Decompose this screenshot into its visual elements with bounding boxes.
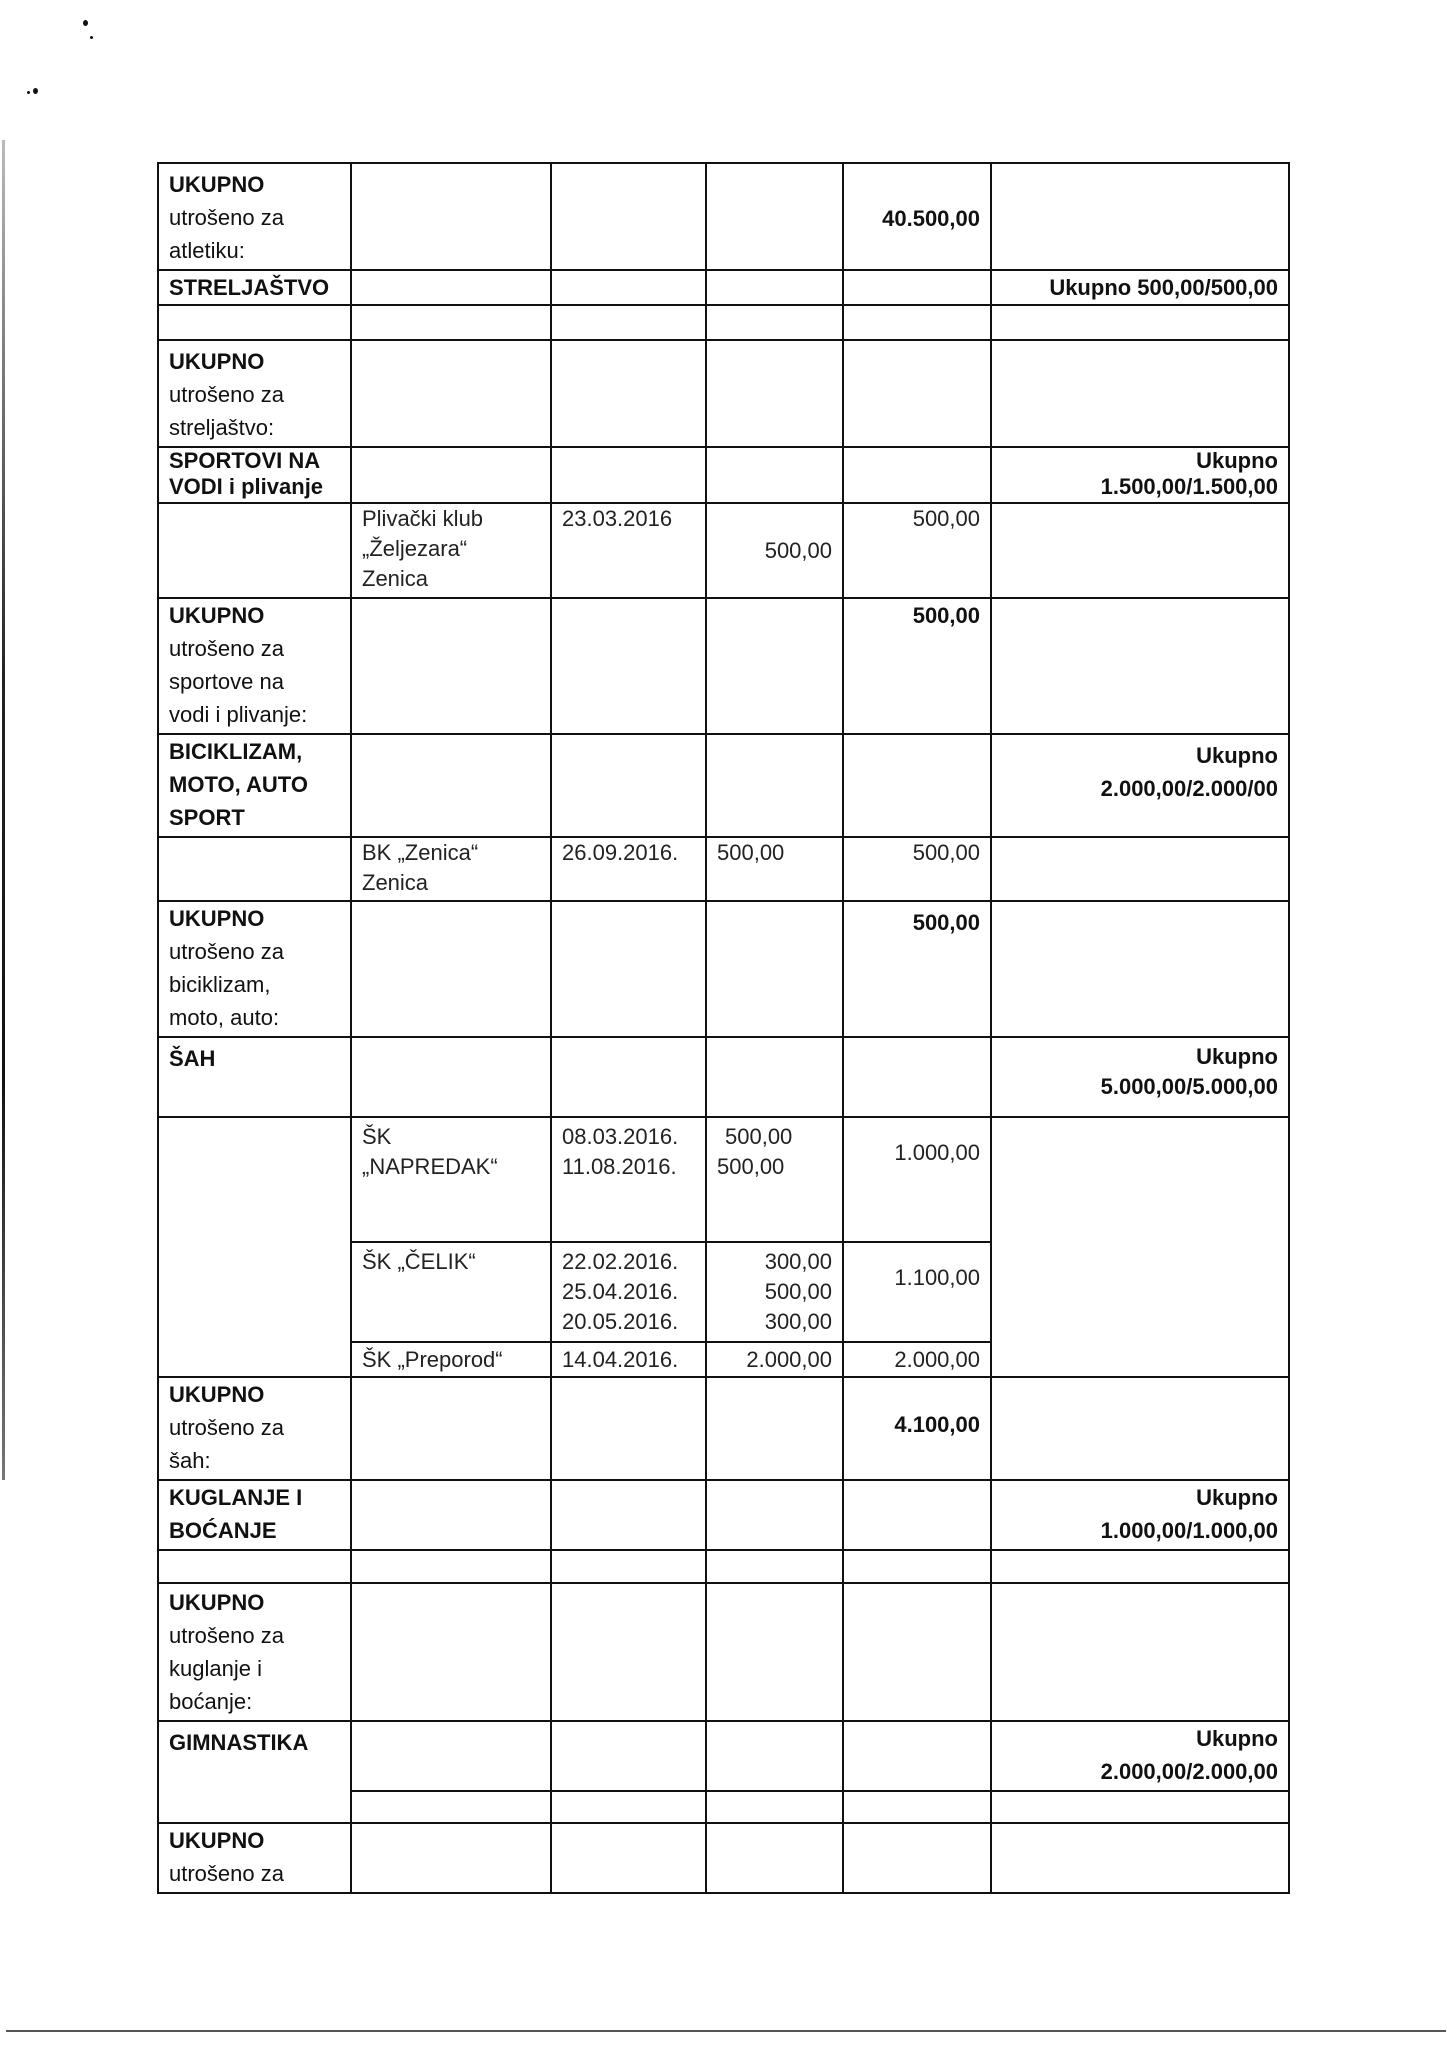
payment-amount: 2.000,00 <box>706 1342 843 1377</box>
club-subtotal: 1.000,00 <box>843 1117 991 1242</box>
table-row-vodi-header <box>158 447 1289 503</box>
empty-cell <box>351 1480 551 1550</box>
club-subtotal: 500,00 <box>843 503 991 598</box>
vodi-total-label: UKUPNO utrošeno za sportove na vodi i plivanje: <box>158 598 351 734</box>
empty-cell <box>991 1377 1289 1480</box>
gimnastika-budget: Ukupno 2.000,00/2.000,00 <box>991 1721 1289 1791</box>
empty-cell <box>843 1583 991 1721</box>
sah-total-amount: 4.100,00 <box>843 1377 991 1480</box>
table-row-kuglanje-total <box>158 1583 1289 1721</box>
empty-cell <box>551 340 706 447</box>
scan-edge-artifact <box>2 140 5 1480</box>
payment-date: 14.04.2016. <box>551 1342 706 1377</box>
empty-cell <box>843 305 991 340</box>
table-row-empty <box>158 1550 1289 1583</box>
biciklizam-total-amount: 500,00 <box>843 901 991 1037</box>
empty-cell <box>843 1037 991 1117</box>
table-row-biciklizam-header <box>158 734 1289 837</box>
streljastvo-budget: Ukupno 500,00/500,00 <box>991 270 1289 305</box>
empty-cell <box>843 1721 991 1791</box>
empty-cell <box>991 1550 1289 1583</box>
empty-cell <box>351 598 551 734</box>
empty-cell <box>351 340 551 447</box>
empty-cell <box>991 163 1289 270</box>
empty-cell <box>706 1480 843 1550</box>
empty-cell <box>351 1377 551 1480</box>
club-name: ŠK „Preporod“ <box>351 1342 551 1377</box>
empty-cell <box>843 1823 991 1893</box>
empty-cell <box>706 598 843 734</box>
empty-cell <box>706 270 843 305</box>
empty-cell <box>351 901 551 1037</box>
empty-cell <box>706 1037 843 1117</box>
sah-total-label: UKUPNO utrošeno za šah: <box>158 1377 351 1480</box>
empty-cell <box>991 837 1289 901</box>
empty-cell <box>351 1583 551 1721</box>
club-subtotal: 1.100,00 <box>843 1242 991 1342</box>
streljastvo-total-label: UKUPNO utrošeno za streljaštvo: <box>158 340 351 447</box>
table-row-streljastvo-header <box>158 270 1289 305</box>
atletika-total-label: UKUPNO utrošeno za atletiku: <box>158 163 351 270</box>
empty-cell <box>843 734 991 837</box>
table-row-gimnastika-total <box>158 1823 1289 1893</box>
table-row-gimnastika-header <box>158 1721 1289 1791</box>
table-row-kuglanje-header <box>158 1480 1289 1550</box>
empty-cell <box>843 270 991 305</box>
empty-cell <box>351 447 551 503</box>
empty-cell <box>991 598 1289 734</box>
club-name: Plivački klub „Željezara“ Zenica <box>351 503 551 598</box>
empty-cell <box>351 163 551 270</box>
empty-cell <box>991 901 1289 1037</box>
table-row-streljastvo-total <box>158 340 1289 447</box>
empty-cell <box>706 1550 843 1583</box>
biciklizam-title: BICIKLIZAM, MOTO, AUTO SPORT <box>158 734 351 837</box>
empty-cell <box>706 734 843 837</box>
empty-cell <box>706 1583 843 1721</box>
empty-cell <box>991 340 1289 447</box>
atletika-total-amount: 40.500,00 <box>843 163 991 270</box>
empty-cell <box>991 1117 1289 1377</box>
payment-date: 23.03.2016 <box>551 503 706 598</box>
empty-cell <box>706 1721 843 1791</box>
sah-budget: Ukupno 5.000,00/5.000,00 <box>991 1037 1289 1117</box>
table-row-empty <box>158 305 1289 340</box>
empty-cell <box>706 1823 843 1893</box>
empty-cell <box>843 1480 991 1550</box>
streljastvo-title: STRELJAŠTVO <box>158 270 351 305</box>
scan-speck <box>90 36 93 39</box>
empty-cell <box>158 837 351 901</box>
table-row-sah-header <box>158 1037 1289 1117</box>
empty-cell <box>551 305 706 340</box>
payment-date: 26.09.2016. <box>551 837 706 901</box>
empty-cell <box>706 163 843 270</box>
empty-cell <box>158 503 351 598</box>
club-name: ŠK „ČELIK“ <box>351 1242 551 1342</box>
empty-cell <box>351 734 551 837</box>
table-row-biciklizam-total <box>158 901 1289 1037</box>
empty-cell <box>706 340 843 447</box>
empty-cell <box>551 270 706 305</box>
table-row-vodi-total <box>158 598 1289 734</box>
club-subtotal: 2.000,00 <box>843 1342 991 1377</box>
gimnastika-total-label: UKUPNO utrošeno za <box>158 1823 351 1893</box>
scan-speck <box>33 88 38 94</box>
empty-cell <box>551 1037 706 1117</box>
empty-cell <box>551 1823 706 1893</box>
payment-dates: 22.02.2016. 25.04.2016. 20.05.2016. <box>551 1242 706 1342</box>
empty-cell <box>706 1377 843 1480</box>
payment-amounts: 300,00 500,00 300,00 <box>706 1242 843 1342</box>
empty-cell <box>351 1037 551 1117</box>
sah-title: ŠAH <box>158 1037 351 1117</box>
empty-cell <box>706 901 843 1037</box>
kuglanje-total-label: UKUPNO utrošeno za kuglanje i boćanje: <box>158 1583 351 1721</box>
payment-amount: 500,00 <box>706 503 843 598</box>
empty-cell <box>551 901 706 1037</box>
empty-cell <box>551 447 706 503</box>
empty-cell <box>351 1550 551 1583</box>
empty-cell <box>991 1791 1289 1823</box>
empty-cell <box>991 305 1289 340</box>
kuglanje-title: KUGLANJE I BOĆANJE <box>158 1480 351 1550</box>
vodi-title: SPORTOVI NA VODI i plivanje <box>158 447 351 503</box>
empty-cell <box>351 1721 551 1791</box>
table-row-sah-total <box>158 1377 1289 1480</box>
empty-cell <box>551 598 706 734</box>
empty-cell <box>351 1791 551 1823</box>
empty-cell <box>706 1791 843 1823</box>
empty-cell <box>551 1377 706 1480</box>
empty-cell <box>843 1550 991 1583</box>
vodi-budget: Ukupno 1.500,00/1.500,00 <box>991 447 1289 503</box>
empty-cell <box>351 1823 551 1893</box>
payment-amounts: 500,00 500,00 <box>706 1117 843 1242</box>
gimnastika-title: GIMNASTIKA <box>158 1721 351 1823</box>
empty-cell <box>843 447 991 503</box>
biciklizam-budget: Ukupno 2.000,00/2.000/00 <box>991 734 1289 837</box>
payment-dates: 08.03.2016. 11.08.2016. <box>551 1117 706 1242</box>
empty-cell <box>351 270 551 305</box>
empty-cell <box>158 305 351 340</box>
empty-cell <box>551 163 706 270</box>
sports-funding-table <box>157 162 1290 1894</box>
empty-cell <box>843 340 991 447</box>
kuglanje-budget: Ukupno 1.000,00/1.000,00 <box>991 1480 1289 1550</box>
empty-cell <box>551 1791 706 1823</box>
empty-cell <box>551 1583 706 1721</box>
table-row-vodi-entry <box>158 503 1289 598</box>
empty-cell <box>158 1550 351 1583</box>
empty-cell <box>991 1823 1289 1893</box>
empty-cell <box>158 1117 351 1377</box>
empty-cell <box>843 1791 991 1823</box>
bottom-scan-line <box>6 2030 1446 2032</box>
empty-cell <box>706 447 843 503</box>
empty-cell <box>706 305 843 340</box>
empty-cell <box>551 734 706 837</box>
empty-cell <box>551 1550 706 1583</box>
club-name: BK „Zenica“ Zenica <box>351 837 551 901</box>
empty-cell <box>991 503 1289 598</box>
table-row-biciklizam-entry <box>158 837 1289 901</box>
biciklizam-total-label: UKUPNO utrošeno za biciklizam, moto, auto: <box>158 901 351 1037</box>
table-row-atletika-total <box>158 163 1289 270</box>
scan-speck <box>83 20 88 26</box>
club-subtotal: 500,00 <box>843 837 991 901</box>
payment-amount: 500,00 <box>706 837 843 901</box>
empty-cell <box>551 1721 706 1791</box>
vodi-total-amount: 500,00 <box>843 598 991 734</box>
table-row-sah-entry-napredak <box>158 1117 1289 1242</box>
scan-speck <box>27 91 30 94</box>
empty-cell <box>551 1480 706 1550</box>
empty-cell <box>351 305 551 340</box>
club-name: ŠK „NAPREDAK“ <box>351 1117 551 1242</box>
empty-cell <box>991 1583 1289 1721</box>
